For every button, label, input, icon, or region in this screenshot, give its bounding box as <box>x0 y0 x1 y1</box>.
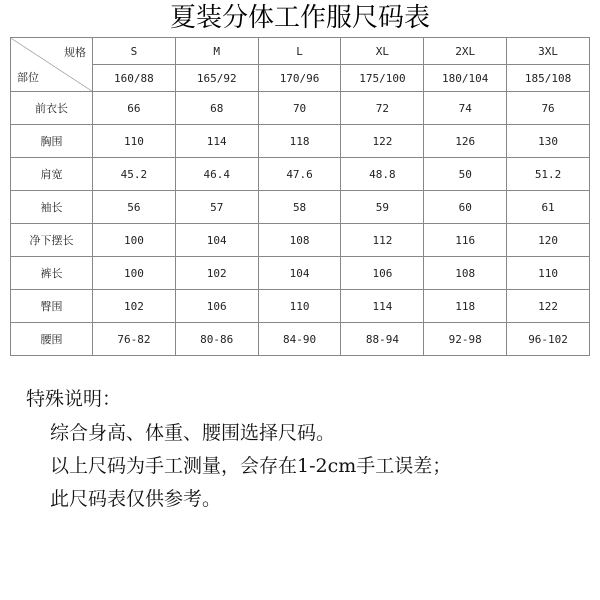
measurement-cell: 110 <box>258 290 341 323</box>
corner-part-label: 部位 <box>17 71 39 84</box>
row-label-cell: 腰围 <box>11 323 93 356</box>
notes-heading: 特殊说明： <box>26 388 122 410</box>
spec-header-cell: 180/104 <box>424 65 507 92</box>
table-row <box>11 92 590 125</box>
row-label-cell: 臀围 <box>11 290 93 323</box>
measurement-cell: 48.8 <box>341 158 424 191</box>
measurement-cell: 46.4 <box>175 158 258 191</box>
corner-spec-label: 规格 <box>64 46 86 59</box>
measurement-cell: 116 <box>424 224 507 257</box>
measurement-cell: 106 <box>341 257 424 290</box>
measurement-cell: 57 <box>175 191 258 224</box>
measurement-cell: 100 <box>93 224 176 257</box>
measurement-cell: 118 <box>424 290 507 323</box>
measurement-cell: 108 <box>258 224 341 257</box>
measurement-cell: 58 <box>258 191 341 224</box>
measurement-cell: 114 <box>341 290 424 323</box>
measurement-cell: 61 <box>507 191 590 224</box>
spec-header-cell: 185/108 <box>507 65 590 92</box>
spec-header-row <box>11 65 590 92</box>
spec-header-cell: 175/100 <box>341 65 424 92</box>
measurement-cell: 102 <box>175 257 258 290</box>
table-row <box>11 224 590 257</box>
row-label-cell: 裤长 <box>11 257 93 290</box>
measurement-cell: 72 <box>341 92 424 125</box>
special-notes <box>26 384 586 517</box>
measurement-cell: 122 <box>341 125 424 158</box>
table-row <box>11 257 590 290</box>
row-label-cell: 胸围 <box>11 125 93 158</box>
size-header-row <box>11 38 590 65</box>
size-header-cell: M <box>175 38 258 65</box>
measurement-cell: 70 <box>258 92 341 125</box>
measurement-cell: 45.2 <box>93 158 176 191</box>
measurement-cell: 110 <box>93 125 176 158</box>
measurement-cell: 84-90 <box>258 323 341 356</box>
size-header-cell: XL <box>341 38 424 65</box>
spec-header-cell: 160/88 <box>93 65 176 92</box>
row-label-cell: 前衣长 <box>11 92 93 125</box>
size-header-cell: S <box>93 38 176 65</box>
measurement-cell: 88-94 <box>341 323 424 356</box>
size-header-cell: L <box>258 38 341 65</box>
measurement-cell: 74 <box>424 92 507 125</box>
table-row <box>11 125 590 158</box>
measurement-cell: 122 <box>507 290 590 323</box>
measurement-cell: 76-82 <box>93 323 176 356</box>
measurement-cell: 66 <box>93 92 176 125</box>
measurement-cell: 112 <box>341 224 424 257</box>
size-header-cell: 3XL <box>507 38 590 65</box>
note-line: 此尺码表仅供参考。 <box>50 488 222 510</box>
note-line: 以上尺码为手工测量，会存在1-2cm手工误差； <box>50 455 452 477</box>
measurement-cell: 114 <box>175 125 258 158</box>
measurement-cell: 47.6 <box>258 158 341 191</box>
row-label-cell: 净下摆长 <box>11 224 93 257</box>
measurement-cell: 59 <box>341 191 424 224</box>
measurement-cell: 106 <box>175 290 258 323</box>
table-row <box>11 323 590 356</box>
measurement-cell: 120 <box>507 224 590 257</box>
measurement-cell: 130 <box>507 125 590 158</box>
measurement-cell: 80-86 <box>175 323 258 356</box>
measurement-cell: 60 <box>424 191 507 224</box>
measurement-cell: 110 <box>507 257 590 290</box>
measurement-cell: 51.2 <box>507 158 590 191</box>
row-label-cell: 袖长 <box>11 191 93 224</box>
measurement-cell: 108 <box>424 257 507 290</box>
measurement-cell: 76 <box>507 92 590 125</box>
measurement-cell: 104 <box>175 224 258 257</box>
corner-header-cell <box>11 38 93 92</box>
measurement-cell: 50 <box>424 158 507 191</box>
measurement-cell: 68 <box>175 92 258 125</box>
measurement-cell: 118 <box>258 125 341 158</box>
measurement-cell: 100 <box>93 257 176 290</box>
measurement-cell: 102 <box>93 290 176 323</box>
measurement-cell: 92-98 <box>424 323 507 356</box>
table-row <box>11 290 590 323</box>
size-chart-table <box>10 37 590 356</box>
measurement-cell: 56 <box>93 191 176 224</box>
table-row <box>11 191 590 224</box>
measurement-cell: 126 <box>424 125 507 158</box>
spec-header-cell: 165/92 <box>175 65 258 92</box>
size-header-cell: 2XL <box>424 38 507 65</box>
note-line: 综合身高、体重、腰围选择尺码。 <box>50 422 336 444</box>
table-row <box>11 158 590 191</box>
spec-header-cell: 170/96 <box>258 65 341 92</box>
measurement-cell: 96-102 <box>507 323 590 356</box>
page-title: 夏装分体工作服尺码表 <box>169 3 430 33</box>
row-label-cell: 肩宽 <box>11 158 93 191</box>
measurement-cell: 104 <box>258 257 341 290</box>
